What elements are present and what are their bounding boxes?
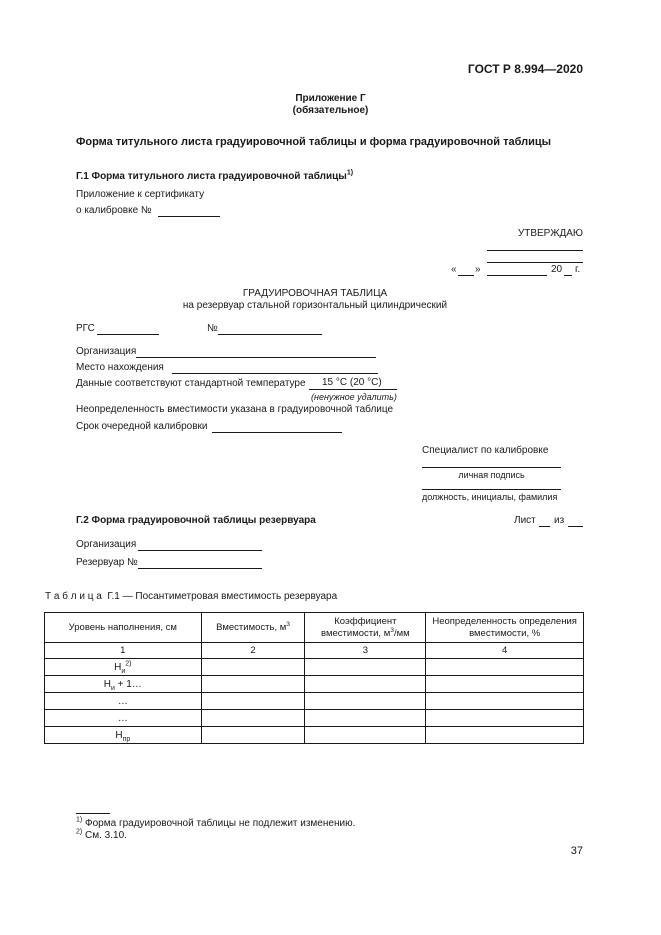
row-level-main: Н [103, 678, 111, 690]
footnote-separator [76, 813, 110, 814]
header-uncertainty [426, 613, 584, 643]
footnote-2-text: См. 3.10. [85, 830, 127, 841]
row-uncertainty-cell [426, 727, 584, 744]
header-coefficient-text-a: Коэффициент [334, 615, 397, 627]
header-uncertainty-text-b: вместимости, % [469, 627, 541, 639]
org-label: Организация [76, 346, 137, 357]
attachment-line1: Приложение к сертификату [76, 189, 205, 200]
approve-date [451, 264, 583, 278]
row-uncertainty-cell [426, 659, 584, 676]
number-blank [218, 334, 322, 335]
sheet-info [514, 515, 586, 529]
main-title: Форма титульного листа градуировочной таблицы и форма градуировочной таблицы [76, 136, 552, 148]
footnote-ref-1: 1) [346, 169, 354, 177]
tank-label: Резервуар № [76, 557, 138, 568]
row-capacity-cell [201, 727, 305, 744]
date-year-blank [564, 275, 572, 276]
table-caption: Т а б л и ц а Г.1 — Посантиметровая вместимость резервуара [45, 591, 338, 602]
col-number-4: 4 [426, 643, 584, 659]
row-coefficient-cell [305, 710, 426, 727]
date-month-blank [487, 275, 547, 276]
row-level-cell [45, 727, 202, 744]
date-open: « [451, 264, 457, 275]
signature-caption: личная подпись [458, 470, 525, 480]
section2-heading: Г.2 Форма градуировочной таблицы резервуара [76, 515, 316, 526]
col-number-3: 3 [305, 643, 426, 659]
row-uncertainty-cell [426, 710, 584, 727]
row-coefficient-cell [305, 727, 426, 744]
temp-label: Данные соответствуют стандартной температуре [76, 378, 306, 389]
section2-org-label: Организация [76, 539, 137, 550]
section1-heading-text: Г.1 Форма титульного листа градуировочной таблицы [76, 171, 347, 182]
date-mid: » [475, 264, 481, 275]
row-level-tail: + 1… [114, 678, 142, 690]
row-uncertainty-cell [426, 676, 584, 693]
name-caption: должность, инициалы, фамилия [422, 492, 558, 502]
row-level-cell [45, 659, 202, 676]
header-coefficient-sup: 3 [390, 626, 394, 634]
section2-org-blank [138, 550, 262, 551]
doc-title: ГРАДУИРОВОЧНАЯ ТАБЛИЦА [242, 288, 388, 299]
col-number-2: 2 [201, 643, 305, 659]
calib-date-label: Срок очередной калибровки [76, 421, 208, 432]
footnote-1-text: Форма градуировочной таблицы не подлежит изменению. [85, 818, 356, 829]
section1-heading [76, 171, 353, 182]
footnote-1-mark: 1) [76, 816, 83, 824]
row-level-main: Н [115, 729, 123, 741]
col-number-1: 1 [45, 643, 202, 659]
row-level-main: Н [114, 661, 122, 673]
table-row [45, 659, 584, 676]
row-capacity-cell [201, 693, 305, 710]
temp-value: 15 °С (20 °С) [322, 377, 382, 388]
table-row [45, 710, 584, 727]
date-day-blank [458, 275, 474, 276]
temp-note: (ненужное удалить) [311, 392, 397, 402]
row-coefficient-cell [305, 693, 426, 710]
table-row [45, 693, 584, 710]
sheet-total-blank [568, 526, 583, 527]
footnote-2 [76, 830, 127, 841]
name-line [422, 489, 561, 490]
header-coefficient-text-c: /мм [393, 627, 410, 639]
row-coefficient-cell [305, 676, 426, 693]
row-level-main: … [117, 712, 128, 724]
appendix-subtitle: (обязательное) [292, 105, 369, 116]
footnote-ref-2: 2) [125, 660, 132, 668]
specialist-label: Специалист по калибровке [422, 445, 549, 456]
sheet-of: из [554, 515, 565, 526]
sheet-label: Лист [514, 515, 536, 526]
calib-date-blank [212, 432, 342, 433]
row-capacity-cell [201, 659, 305, 676]
header-capacity-text: Вместимость, м [216, 622, 287, 633]
row-capacity-cell [201, 710, 305, 727]
attachment-line2: о калибровке № [76, 205, 152, 216]
row-coefficient-cell [305, 659, 426, 676]
page-number: 37 [570, 845, 583, 857]
row-level-cell [45, 676, 202, 693]
approve-line-2 [487, 262, 583, 263]
tank-blank [138, 568, 262, 569]
footnote-1 [76, 818, 355, 829]
table-number-row [45, 643, 584, 659]
appendix-title: Приложение Г [295, 93, 366, 104]
doc-subtitle: на резервуар стальной горизонтальный цилиндрический [182, 300, 448, 311]
header-capacity [201, 613, 305, 643]
footnote-2-mark: 2) [76, 828, 83, 836]
row-level-cell [45, 693, 202, 710]
table-row [45, 727, 584, 744]
row-level-cell [45, 710, 202, 727]
header-level [45, 613, 202, 643]
header-level-text: Уровень наполнения, см [68, 622, 177, 633]
table-row [45, 676, 584, 693]
location-blank [172, 373, 378, 374]
row-level-sub: пр [122, 735, 131, 743]
org-blank [136, 357, 376, 358]
header-capacity-sup: 3 [286, 620, 290, 628]
uncertainty-text: Неопределенность вместимости указана в градуировочной таблице [76, 404, 394, 415]
table-header-row [45, 613, 584, 643]
header-uncertainty-text-a: Неопределенность определения [432, 615, 577, 627]
approve-line-1 [487, 250, 583, 251]
date-end: г. [575, 264, 581, 275]
row-uncertainty-cell [426, 693, 584, 710]
sheet-number-blank [539, 526, 550, 527]
signature-line [422, 467, 561, 468]
rgs-label: РГС [76, 323, 95, 334]
capacity-table [44, 612, 584, 744]
standard-number: ГОСТ Р 8.994—2020 [467, 62, 583, 76]
row-level-sub: и [121, 667, 126, 675]
rgs-blank [97, 334, 159, 335]
temp-underline [309, 389, 397, 390]
header-coefficient [305, 613, 426, 643]
row-capacity-cell [201, 676, 305, 693]
date-year: 20 [551, 264, 563, 275]
number-label: № [207, 323, 218, 334]
approve-label: УТВЕРЖДАЮ [517, 228, 583, 239]
row-level-main: … [117, 695, 128, 707]
row-level-sub: и [110, 684, 115, 692]
header-coefficient-text-b: вместимости, м [321, 627, 391, 639]
cert-number-blank [158, 216, 220, 217]
location-label: Место нахождения [76, 362, 164, 373]
